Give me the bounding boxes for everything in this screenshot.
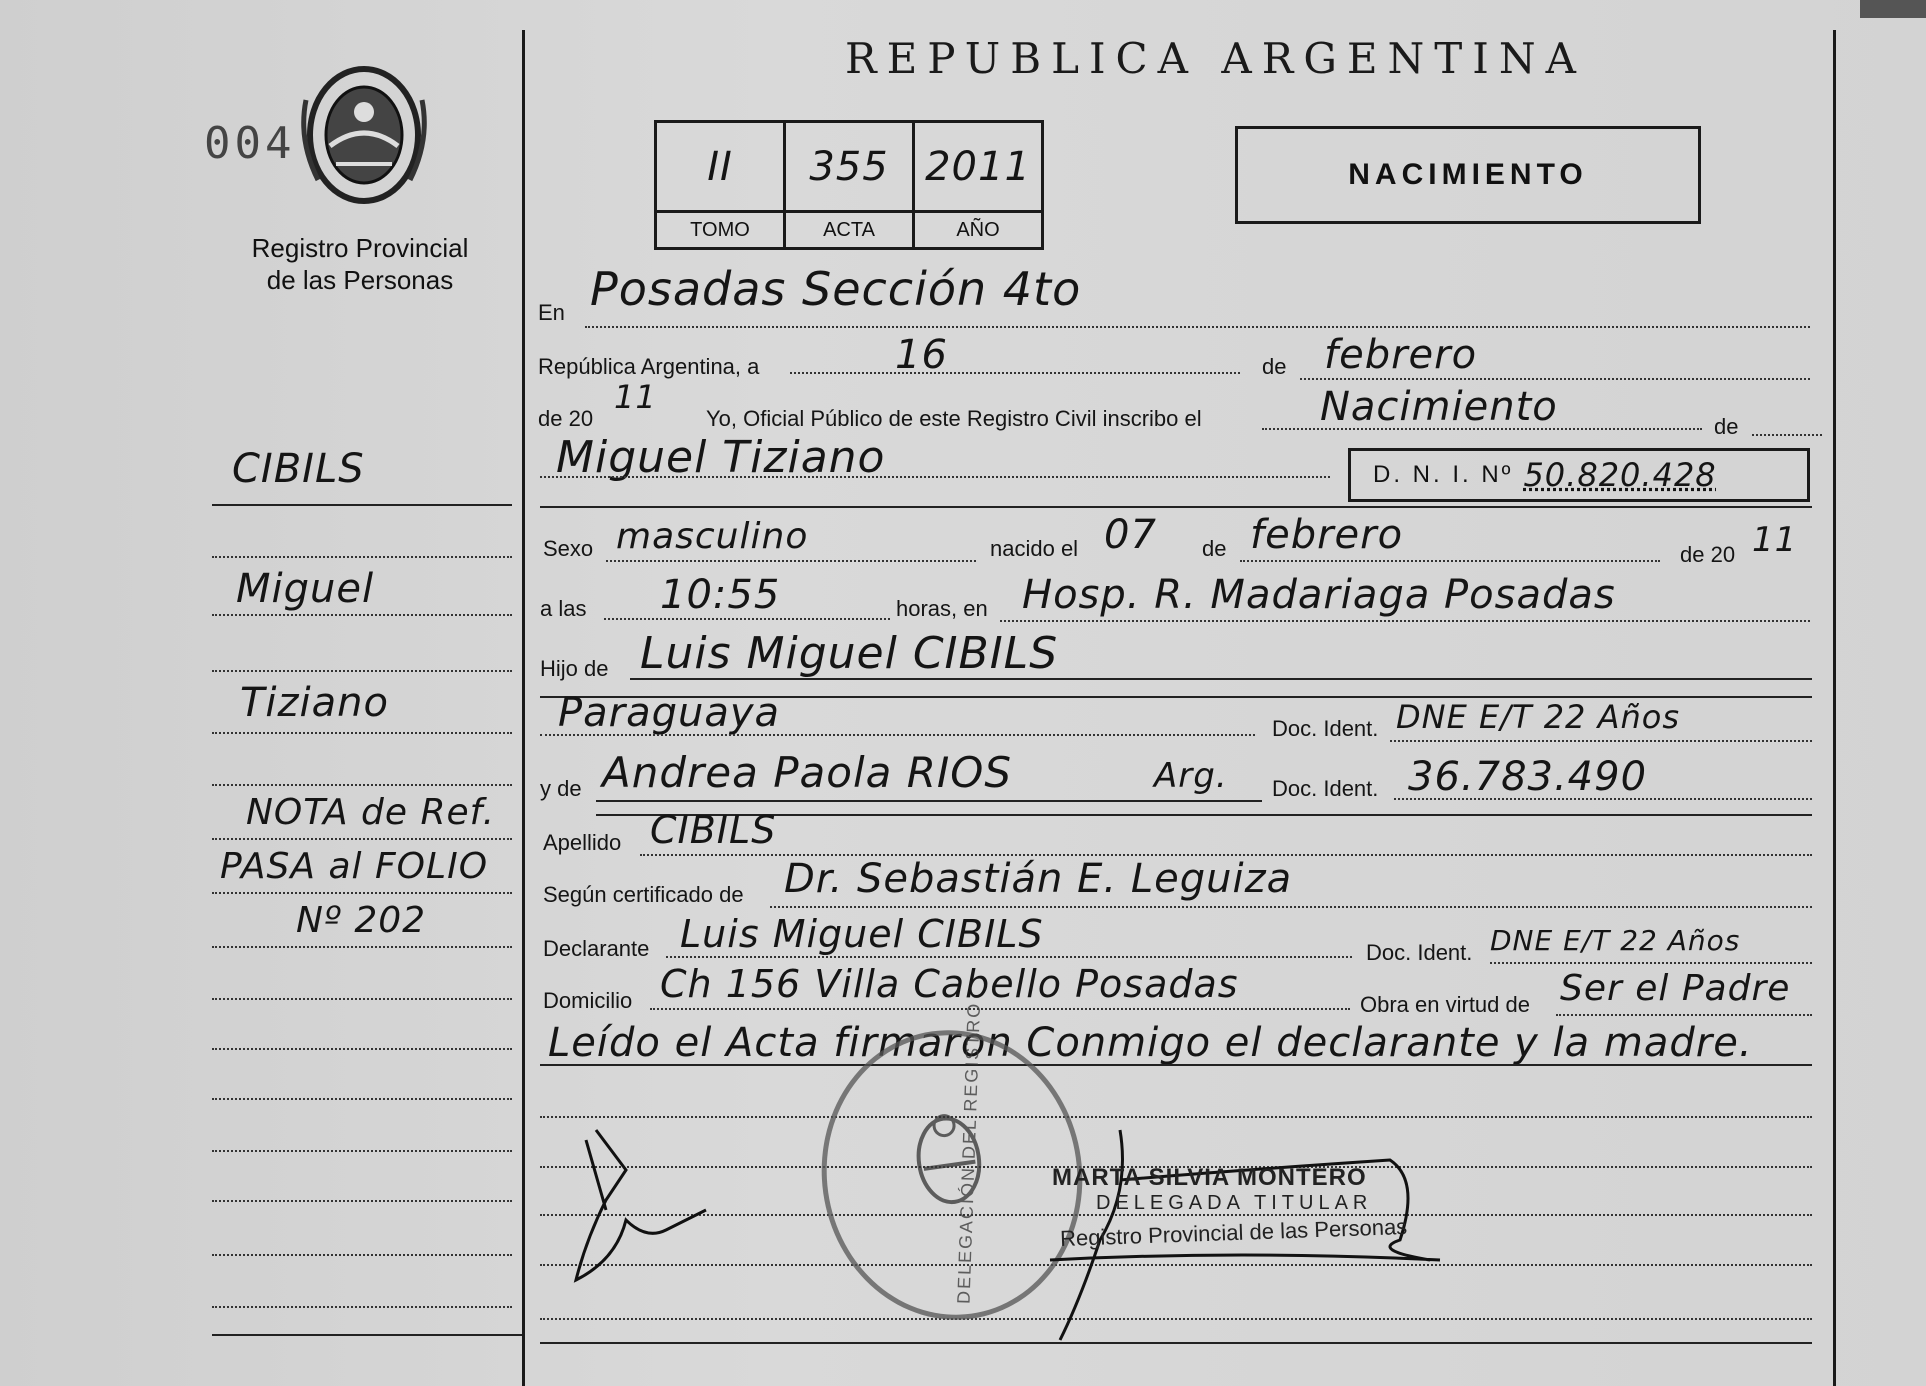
margin-line bbox=[212, 892, 512, 894]
coat-of-arms-icon bbox=[902, 1100, 997, 1220]
form-line bbox=[1262, 428, 1702, 430]
tomo-value: II bbox=[657, 123, 783, 213]
birth-year-value: 11 bbox=[1752, 520, 1798, 560]
declarant-value: Luis Miguel CIBILS bbox=[680, 912, 1044, 956]
day-value: 16 bbox=[895, 332, 948, 378]
event-value: Nacimiento bbox=[1320, 384, 1558, 430]
official-title: DELEGADA TITULAR bbox=[1096, 1192, 1373, 1214]
left-margin-border bbox=[522, 30, 525, 1386]
margin-line bbox=[212, 1334, 522, 1336]
margin-line bbox=[212, 1306, 512, 1308]
right-page-border bbox=[1833, 30, 1836, 1386]
anio-label: AÑO bbox=[956, 218, 1000, 241]
address-value: Ch 156 Villa Cabello Posadas bbox=[660, 962, 1239, 1006]
form-line bbox=[540, 506, 1812, 508]
margin-line bbox=[212, 838, 512, 840]
officer-statement: Yo, Oficial Público de este Registro Civil inscribo el bbox=[706, 406, 1202, 431]
margin-line bbox=[212, 1048, 512, 1050]
margin-line bbox=[212, 1098, 512, 1100]
form-line bbox=[540, 734, 1255, 736]
form-line bbox=[606, 560, 976, 562]
country-title: REPUBLICA ARGENTINA bbox=[845, 34, 1586, 83]
year-suffix-value: 11 bbox=[614, 378, 657, 416]
form-line bbox=[1752, 434, 1822, 436]
margin-line bbox=[212, 1150, 512, 1152]
form-line bbox=[585, 326, 1810, 328]
tomo-cell bbox=[657, 123, 786, 247]
month-value: febrero bbox=[1324, 332, 1478, 378]
margin-note-line2: PASA al FOLIO bbox=[220, 846, 489, 887]
margin-first-name: Miguel bbox=[236, 566, 375, 612]
doc-ident-label: Doc. Ident. bbox=[1272, 716, 1379, 741]
acta-value: 355 bbox=[786, 123, 912, 213]
margin-note-line1: NOTA de Ref. bbox=[246, 792, 496, 833]
acta-label: ACTA bbox=[823, 218, 875, 241]
de-label-2: de bbox=[1714, 414, 1739, 439]
margin-line bbox=[212, 784, 512, 786]
form-line bbox=[540, 1116, 1812, 1118]
birth-time-value: 10:55 bbox=[660, 572, 781, 618]
de-label: de bbox=[1262, 354, 1287, 379]
margin-line bbox=[212, 946, 512, 948]
place-value: Posadas Sección 4to bbox=[590, 262, 1082, 316]
form-line bbox=[540, 1064, 1812, 1066]
margin-line bbox=[212, 504, 512, 506]
official-office: Registro Provincial de las Personas bbox=[1059, 1213, 1408, 1252]
form-line bbox=[650, 1008, 1350, 1010]
margin-line bbox=[212, 1254, 512, 1256]
dni-box bbox=[1348, 448, 1810, 502]
mother-doc-value: 36.783.490 bbox=[1408, 754, 1648, 800]
provincial-seal-icon bbox=[296, 60, 432, 210]
horas-label: horas, en bbox=[896, 596, 988, 621]
declarante-label: Declarante bbox=[543, 936, 650, 961]
father-nationality-value: Paraguaya bbox=[558, 690, 781, 736]
margin-surname: CIBILS bbox=[232, 446, 365, 492]
doc-ident-label-2: Doc. Ident. bbox=[1272, 776, 1379, 801]
form-line bbox=[596, 800, 1262, 802]
year-prefix-label: de 20 bbox=[538, 406, 594, 431]
header-rule bbox=[1860, 0, 1926, 18]
mother-name-value: Andrea Paola RIOS bbox=[602, 748, 1013, 797]
form-line bbox=[540, 476, 1330, 478]
birth-day-value: 07 bbox=[1104, 512, 1157, 558]
obra-label: Obra en virtud de bbox=[1360, 992, 1530, 1017]
father-name-value: Luis Miguel CIBILS bbox=[640, 628, 1059, 679]
form-line bbox=[666, 956, 1352, 958]
form-line bbox=[790, 372, 1240, 374]
form-line bbox=[1490, 962, 1812, 964]
sexo-label: Sexo bbox=[543, 536, 594, 561]
registry-name-line2: de las Personas bbox=[266, 265, 454, 295]
form-line bbox=[1390, 740, 1812, 742]
apellido-label: Apellido bbox=[543, 830, 622, 855]
form-line bbox=[770, 906, 1812, 908]
acta-cell bbox=[786, 123, 915, 247]
form-line bbox=[1394, 798, 1812, 800]
certificado-label: Según certificado de bbox=[543, 882, 744, 907]
form-line bbox=[630, 678, 1812, 680]
registry-name-line1: Registro Provincial bbox=[251, 233, 469, 263]
margin-line bbox=[212, 998, 512, 1000]
tomo-label: TOMO bbox=[690, 218, 750, 241]
form-line bbox=[604, 618, 890, 620]
domicilio-label: Domicilio bbox=[543, 988, 633, 1013]
birth-place-value: Hosp. R. Madariaga Posadas bbox=[1022, 572, 1616, 618]
form-line bbox=[1000, 620, 1810, 622]
serial-number: 004 bbox=[204, 118, 296, 169]
official-name: MARTA SILVIA MONTERO bbox=[1052, 1164, 1367, 1191]
margin-line bbox=[212, 556, 512, 558]
margin-line bbox=[212, 670, 512, 672]
dni-value: 50.820.428 bbox=[1523, 456, 1717, 494]
y-de-label: y de bbox=[540, 776, 582, 801]
margin-note-line3: Nº 202 bbox=[296, 900, 427, 941]
doc-ident-label-3: Doc. Ident. bbox=[1366, 940, 1473, 965]
form-line bbox=[1240, 560, 1660, 562]
declarant-signature-icon bbox=[556, 1120, 736, 1290]
de-label-3: de bbox=[1202, 536, 1227, 561]
declarant-doc-value: DNE E/T 22 Años bbox=[1490, 924, 1741, 957]
anio-cell bbox=[915, 123, 1041, 247]
certifier-value: Dr. Sebastián E. Leguiza bbox=[784, 856, 1293, 902]
dni-label: D. N. I. Nº bbox=[1373, 461, 1514, 488]
nacido-label: nacido el bbox=[990, 536, 1079, 561]
sexo-value: masculino bbox=[616, 516, 809, 557]
birth-month-value: febrero bbox=[1250, 512, 1404, 558]
form-line bbox=[596, 814, 1812, 816]
margin-line bbox=[212, 732, 512, 734]
closing-statement: Leído el Acta firmaron Conmigo el declarante y la madre. bbox=[548, 1020, 1753, 1066]
record-type-box: NACIMIENTO bbox=[1235, 126, 1701, 224]
form-line bbox=[1300, 378, 1810, 380]
republica-label: República Argentina, a bbox=[538, 354, 760, 379]
registry-name bbox=[230, 232, 490, 296]
apellido-value: CIBILS bbox=[650, 808, 777, 852]
margin-middle-name: Tiziano bbox=[240, 680, 389, 726]
father-doc-value: DNE E/T 22 Años bbox=[1396, 698, 1680, 736]
child-name-value: Miguel Tiziano bbox=[556, 432, 886, 483]
hijo-label: Hijo de bbox=[540, 656, 609, 681]
en-label: En bbox=[538, 300, 565, 325]
mother-nationality-value: Arg. bbox=[1154, 756, 1228, 796]
record-reference-box bbox=[654, 120, 1044, 250]
a-las-label: a las bbox=[540, 596, 587, 621]
form-line bbox=[1556, 1014, 1812, 1016]
stamp-text: DELEGACIÓN DEL REGISTRO bbox=[953, 1001, 985, 1305]
margin-line bbox=[212, 614, 512, 616]
birth-year-label: de 20 bbox=[1680, 542, 1736, 567]
anio-value: 2011 bbox=[915, 123, 1041, 213]
margin-line bbox=[212, 1200, 512, 1202]
capacity-value: Ser el Padre bbox=[1560, 968, 1791, 1009]
